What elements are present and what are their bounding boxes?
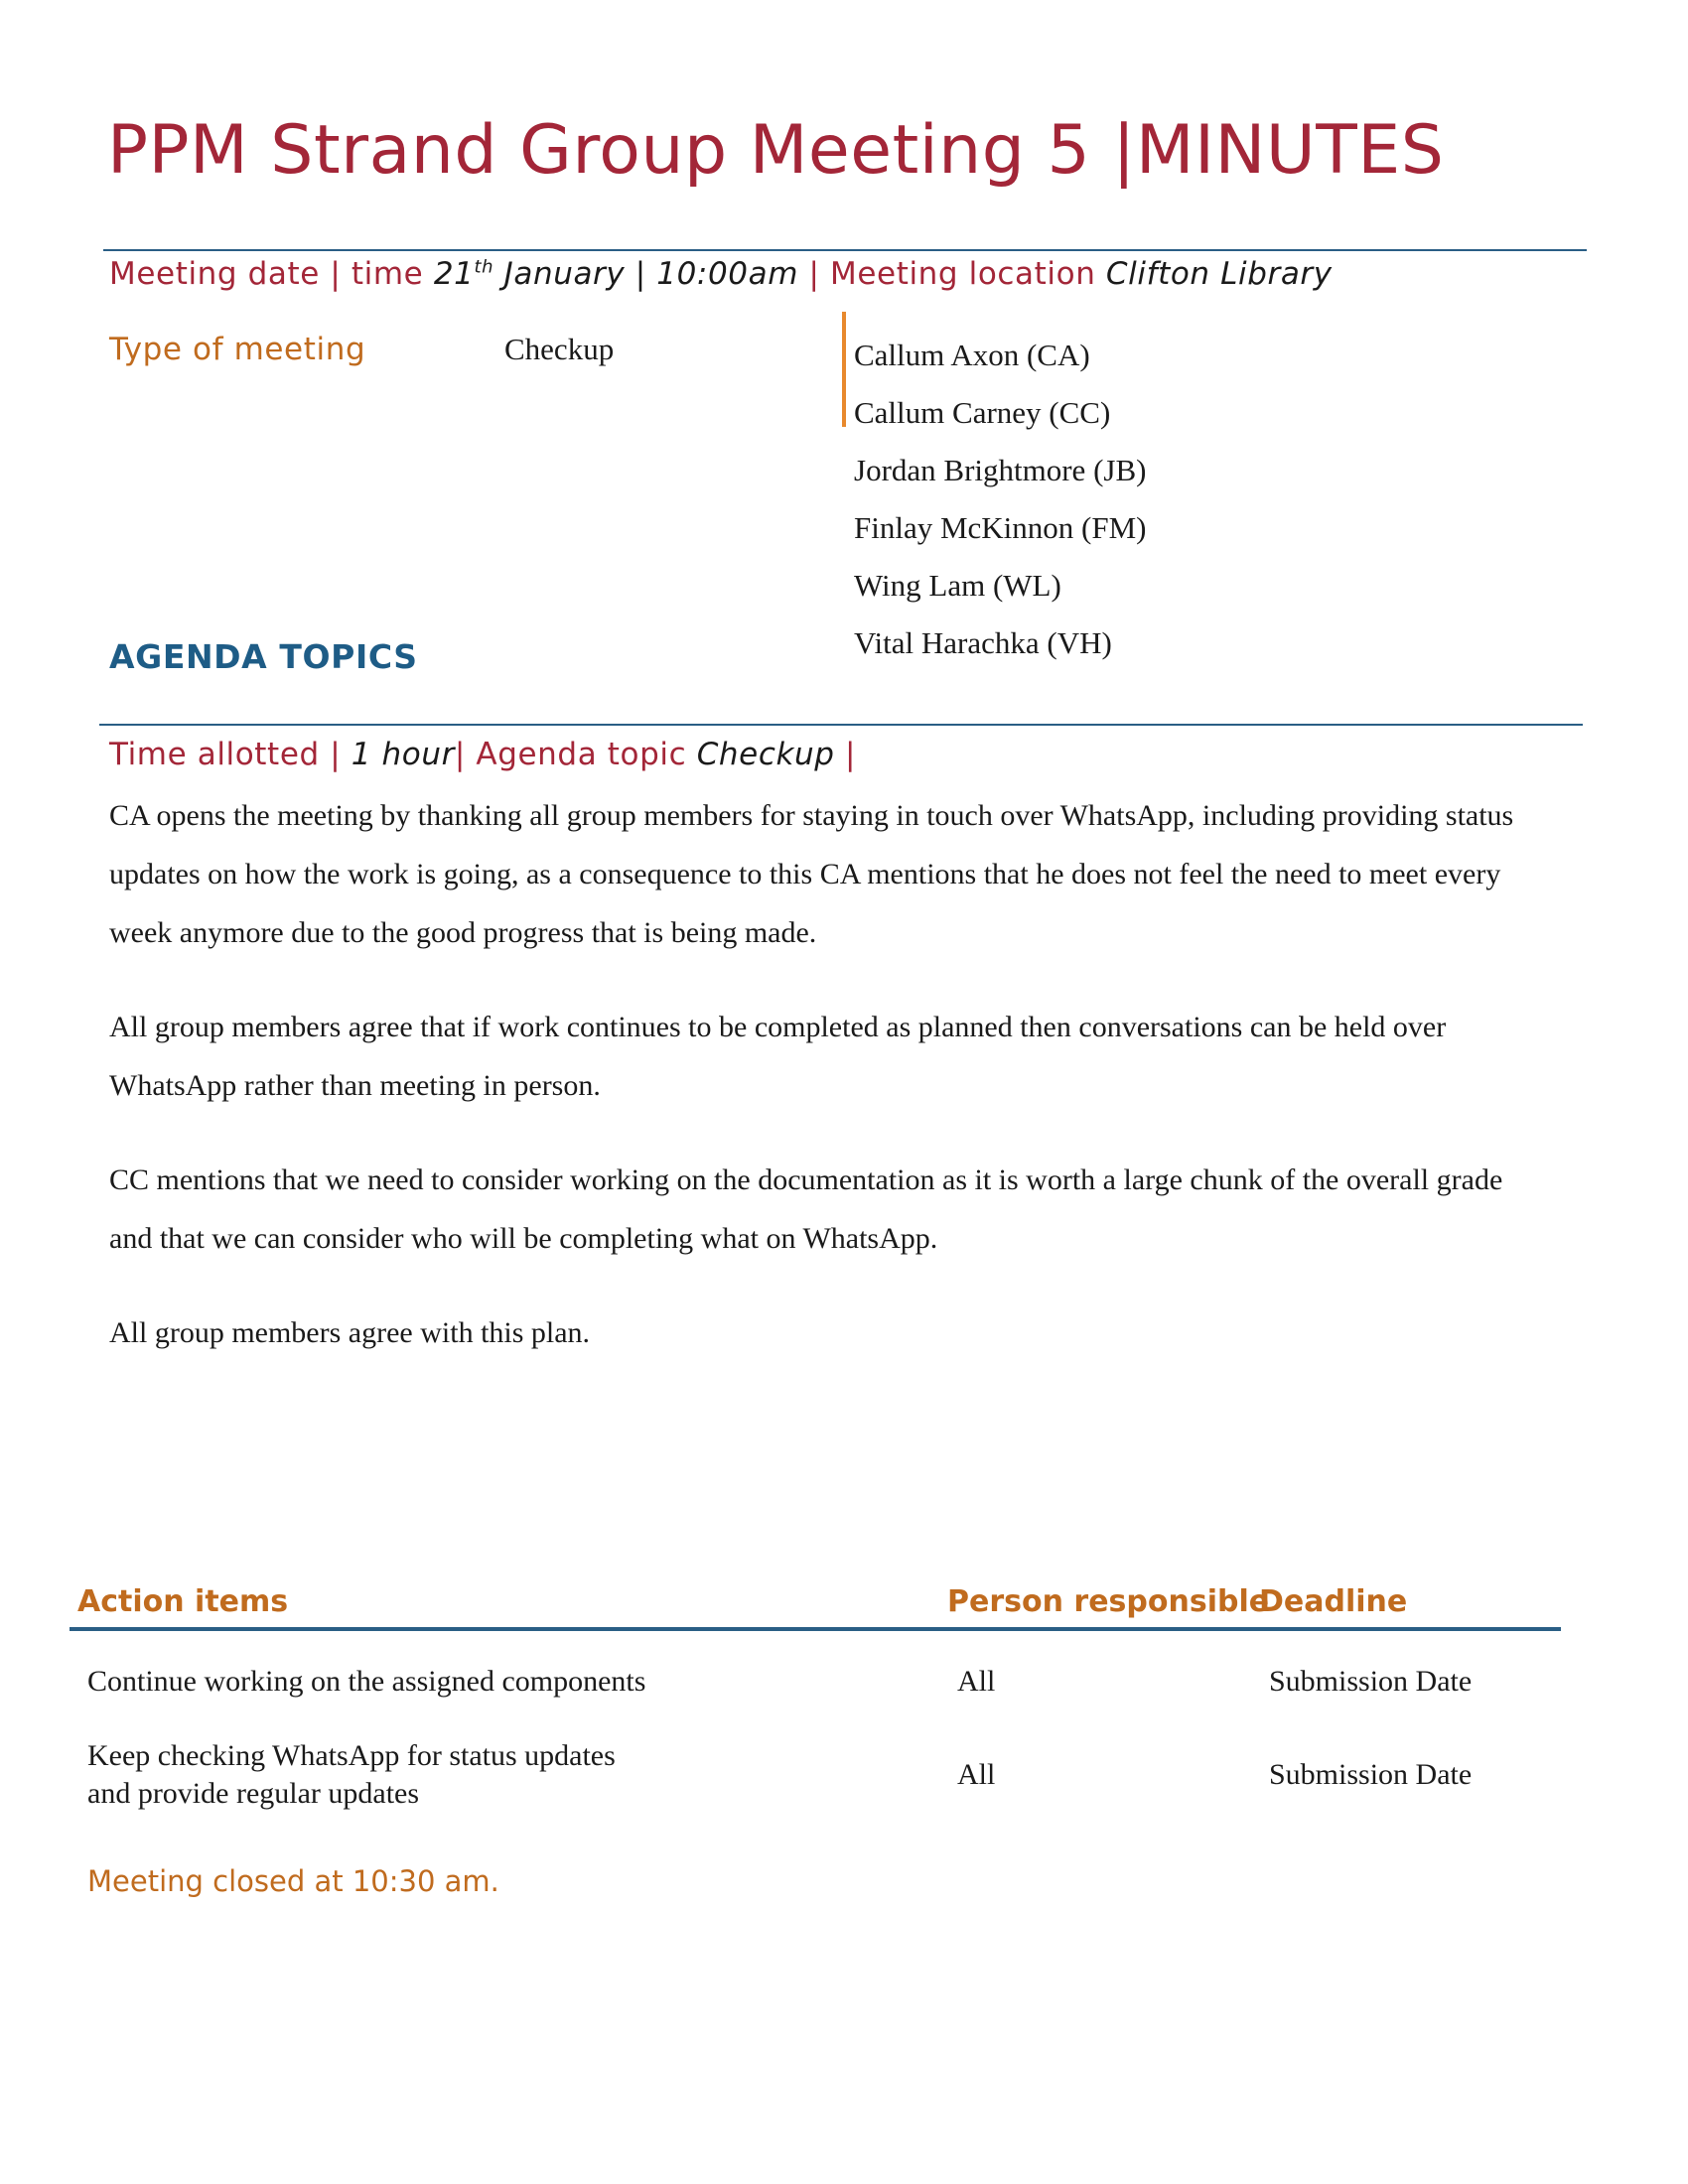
agenda-topic-end: | [845,737,857,772]
table-row [70,1725,1561,1825]
deadline-cell: Submission Date [1269,1665,1473,1698]
agenda-paragraph: CA opens the meeting by thanking all group members for staying in touch over WhatsApp, including providing status updates on how the work is going, as a consequence to this CA mentions that he does not feel the need to meet every week anymore due to the good progress that is being made. [109,799,1514,949]
agenda-paragraph: CC mentions that we need to consider working on the documentation as it is worth a large chunk of the overall grade and that we can consider who will be completing what on WhatsApp. [109,1163,1503,1255]
action-items-header: Action items [77,1584,289,1619]
agenda-topic-value: Checkup [696,737,835,772]
agenda-topic-label: | Agenda topic [454,737,687,772]
attendee-item: Vital Harachka (VH) [854,625,1112,660]
type-of-meeting-label: Type of meeting [109,332,366,367]
attendee-item: Wing Lam (WL) [854,568,1061,603]
meeting-closed-note: Meeting closed at 10:30 am. [87,1864,499,1898]
agenda-divider [99,724,1583,726]
agenda-paragraph: All group members agree with this plan. [109,1316,591,1349]
deadline-cell: Submission Date [1269,1758,1473,1791]
page-title: PPM Strand Group Meeting 5 |MINUTES [107,111,1445,190]
action-items-divider [70,1627,1561,1631]
agenda-paragraph: All group members agree that if work continues to be completed as planned then conversations can be held over WhatsApp rather than meeting in person. [109,1011,1447,1102]
action-item-cell: Continue working on the assigned components [87,1665,646,1698]
deadline-header: Deadline [1259,1584,1408,1619]
agenda-body [109,786,1529,1398]
action-item-cell: Keep checking WhatsApp for status updates and provide regular updates [87,1739,616,1810]
meeting-meta-line [109,256,1333,292]
meeting-date-value: 21th January | 10:00am [433,256,799,292]
person-responsible-header: Person responsible [947,1584,1270,1619]
agenda-heading: AGENDA TOPICS [109,637,418,676]
title-divider [103,249,1587,251]
attendee-item: Callum Axon (CA) [854,338,1090,372]
attendee-accent-bar [842,312,846,427]
person-cell: All [957,1665,996,1698]
table-row [70,1638,1561,1725]
attendee-item: Finlay McKinnon (FM) [854,510,1147,545]
meeting-location-label: Meeting location [830,256,1096,292]
time-allotted-value: 1 hour [351,737,455,772]
time-allotted-label: Time allotted | [109,737,342,772]
meta-separator: | [808,256,820,292]
action-items-table [70,1638,1561,1825]
attendee-item: Jordan Brightmore (JB) [854,453,1147,487]
attendee-item: Callum Carney (CC) [854,395,1111,430]
meeting-location-value: Clifton Library [1105,256,1333,292]
attendee-list [854,327,1147,672]
type-of-meeting-value: Checkup [504,332,615,366]
meeting-date-label: Meeting date | time [109,256,424,292]
agenda-topic-line [109,737,856,772]
person-cell: All [957,1758,996,1791]
